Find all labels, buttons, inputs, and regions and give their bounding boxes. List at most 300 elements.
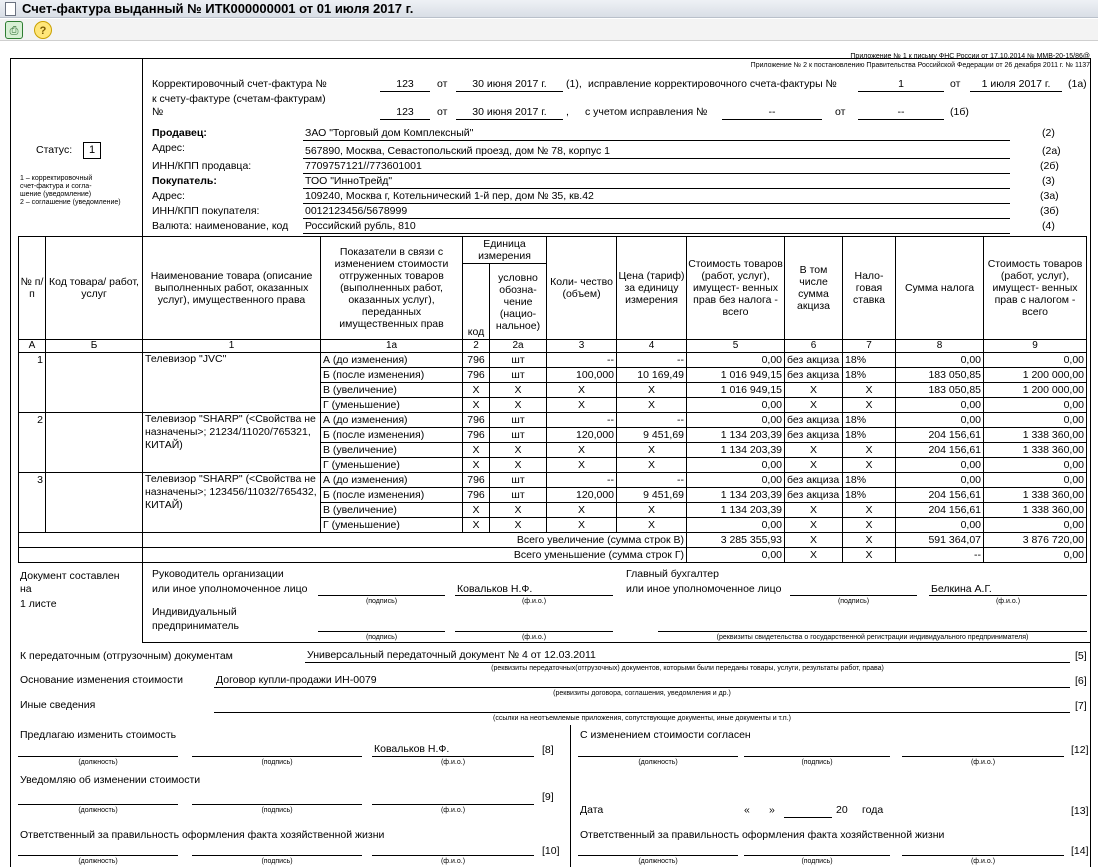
cell-unit-code: 796 xyxy=(463,473,490,488)
head-sign-line[interactable] xyxy=(318,595,445,596)
total-excise: X xyxy=(785,548,843,563)
total-label: Всего увеличение (сумма строк В) xyxy=(143,533,687,548)
date-quote-close: » xyxy=(769,804,775,816)
agree-fio-caption: (ф.и.о.) xyxy=(970,759,996,766)
cell-unit-code: 796 xyxy=(463,368,490,383)
item-name: Телевизор "JVC" xyxy=(143,353,321,413)
cell-cost: 1 134 203,39 xyxy=(687,443,785,458)
cell-excise: X xyxy=(785,518,843,533)
total-rate: X xyxy=(843,533,896,548)
mark-1a: (1а) xyxy=(1068,78,1087,90)
cell-tax: 204 156,61 xyxy=(896,503,984,518)
cell-unit-code: 796 xyxy=(463,488,490,503)
column-number: 4 xyxy=(617,340,687,353)
cell-total: 0,00 xyxy=(984,458,1087,473)
mark-5: [5] xyxy=(1075,650,1087,662)
cell-price: X xyxy=(617,443,687,458)
cell-unit-code: X xyxy=(463,398,490,413)
column-number: 5 xyxy=(687,340,785,353)
seller-name: ЗАО "Торговый дом Комплексный" xyxy=(305,127,474,139)
cell-price: -- xyxy=(617,353,687,368)
invoice-sheet xyxy=(0,42,1098,867)
ip-label-2: предприниматель xyxy=(152,620,239,632)
cell-indicator: Б (после изменения) xyxy=(321,428,463,443)
head-name: Ковальков Н.Ф. xyxy=(457,583,533,595)
to-invoice-no-label: № xyxy=(152,106,164,118)
item-code xyxy=(46,353,143,413)
agree-sign-line[interactable] xyxy=(744,756,890,757)
cell-excise: без акциза xyxy=(785,428,843,443)
mark-14: [14] xyxy=(1071,845,1089,857)
cell-excise: без акциза xyxy=(785,368,843,383)
footer-divider xyxy=(570,725,571,867)
ip-note: (реквизиты свидетельства о государственной регистрации индивидуального предпринимателя) xyxy=(716,634,1029,641)
cell-rate: X xyxy=(843,458,896,473)
cell-total: 1 338 360,00 xyxy=(984,428,1087,443)
status-box: 1 xyxy=(83,142,101,159)
help-icon[interactable]: ? xyxy=(34,21,52,39)
currency-value: Российский рубль, 810 xyxy=(305,220,416,232)
item-number: 1 xyxy=(19,353,46,413)
transfer-note: (реквизиты передаточных(отгрузочных) документов, которыми были переданы товары, услуги, результаты работ, права) xyxy=(491,665,884,672)
mark-3: (3) xyxy=(1042,175,1055,187)
table-row xyxy=(19,353,1087,368)
item-number: 3 xyxy=(19,473,46,533)
cell-tax: 0,00 xyxy=(896,473,984,488)
cell-qty: X xyxy=(547,503,617,518)
signature-left-border xyxy=(142,562,143,642)
cell-unit-name: X xyxy=(490,503,547,518)
cell-price: -- xyxy=(617,413,687,428)
resp-label-right: Ответственный за правильность оформления факта хозяйственной жизни xyxy=(580,829,945,841)
mark-1b: (1б) xyxy=(950,106,969,118)
mark-1: (1), xyxy=(566,78,582,90)
cell-price: X xyxy=(617,458,687,473)
currency-label: Валюта: наименование, код xyxy=(152,220,289,232)
header-price: Цена (тариф) за единицу измерения xyxy=(617,237,687,340)
header-indicator: Показатели в связи с изменением стоимости отгруженных товаров (выполненных работ, оказанных услуг), переданных имущественных прав xyxy=(321,237,463,340)
cell-rate: 18% xyxy=(843,368,896,383)
cell-qty: X xyxy=(547,458,617,473)
propose-label: Предлагаю изменить стоимость xyxy=(20,729,177,741)
buyer-inn: 0012123456/5678999 xyxy=(305,205,408,217)
cell-rate: 18% xyxy=(843,488,896,503)
seller-inn: 7709757121//773601001 xyxy=(305,160,422,172)
cell-indicator: Г (уменьшение) xyxy=(321,458,463,473)
sheet-left-border xyxy=(10,58,11,867)
cell-excise: без акциза xyxy=(785,473,843,488)
cell-total: 0,00 xyxy=(984,398,1087,413)
cell-unit-name: X xyxy=(490,398,547,413)
mark-6: [6] xyxy=(1075,675,1087,687)
head-sign-caption: (подпись) xyxy=(365,598,398,605)
other-line[interactable] xyxy=(214,712,1070,713)
ot-label-4: от xyxy=(835,106,846,118)
doc-composed-on: на xyxy=(20,583,32,595)
doc-composed-sheets: 1 листе xyxy=(20,598,57,610)
cell-price: 10 169,49 xyxy=(617,368,687,383)
cell-cost: 1 134 203,39 xyxy=(687,428,785,443)
buyer-inn-label: ИНН/КПП покупателя: xyxy=(152,205,260,217)
header-code: Код товара/ работ, услуг xyxy=(46,237,143,340)
sheet-right-border xyxy=(1090,58,1091,867)
cell-excise: без акциза xyxy=(785,353,843,368)
cell-total: 1 338 360,00 xyxy=(984,503,1087,518)
chief-sign-line[interactable] xyxy=(790,595,917,596)
total-total: 0,00 xyxy=(984,548,1087,563)
cell-unit-name: X xyxy=(490,383,547,398)
total-blank xyxy=(19,533,143,548)
cell-rate: X xyxy=(843,518,896,533)
resp2-position-caption: (должность) xyxy=(638,858,678,865)
cell-indicator: Б (после изменения) xyxy=(321,488,463,503)
cell-tax: 0,00 xyxy=(896,353,984,368)
cell-tax: 183 050,85 xyxy=(896,368,984,383)
invoice-date: 30 июня 2017 г. xyxy=(472,106,547,118)
cell-cost: 1 016 949,15 xyxy=(687,383,785,398)
appendix-line-2: Приложение № 2 к постановлению Правительства Российской Федерации от 26 декабря 2011 г. № 1137 xyxy=(750,62,1090,69)
to-invoice-label: к счету-фактуре (счетам-фактурам) xyxy=(152,93,326,105)
agree-position-caption: (должность) xyxy=(638,759,678,766)
cell-tax: 0,00 xyxy=(896,398,984,413)
invoice-table xyxy=(18,236,1087,563)
header-left-border xyxy=(142,58,143,236)
status-label: Статус: xyxy=(36,144,73,156)
date-month-line[interactable] xyxy=(784,817,832,818)
cell-excise: без акциза xyxy=(785,413,843,428)
inv-fix-date: -- xyxy=(897,106,905,118)
status-note-4: 2 – соглашение (уведомление) xyxy=(20,199,121,206)
cell-indicator: А (до изменения) xyxy=(321,353,463,368)
cell-cost: 0,00 xyxy=(687,398,785,413)
status-note-3: шение (уведомление) xyxy=(20,191,92,198)
cell-rate: X xyxy=(843,443,896,458)
corr-invoice-number: 123 xyxy=(396,78,414,90)
toolbar xyxy=(0,19,1098,41)
resp-position-caption: (должность) xyxy=(78,858,118,865)
cell-qty: 120,000 xyxy=(547,428,617,443)
cell-cost: 0,00 xyxy=(687,473,785,488)
cell-indicator: В (увеличение) xyxy=(321,503,463,518)
head-label-2: или иное уполномоченное лицо xyxy=(152,583,308,595)
cell-cost: 1 016 949,15 xyxy=(687,368,785,383)
column-number: 9 xyxy=(984,340,1087,353)
column-number: 2 xyxy=(463,340,490,353)
notify-label: Уведомляю об изменении стоимости xyxy=(20,774,201,786)
propose-fio-caption: (ф.и.о.) xyxy=(440,759,466,766)
mark-3a: (3а) xyxy=(1040,190,1059,202)
cell-qty: X xyxy=(547,518,617,533)
basis-label: Основание изменения стоимости xyxy=(20,674,184,686)
cell-indicator: Г (уменьшение) xyxy=(321,518,463,533)
cell-rate: X xyxy=(843,383,896,398)
total-decrease-row xyxy=(19,548,1087,563)
item-name: Телевизор "SHARP" (<Свойства не назначены>; 21234/11020/765321, КИТАЙ) xyxy=(143,413,321,473)
propose-position-caption: (должность) xyxy=(78,759,118,766)
cell-rate: X xyxy=(843,503,896,518)
total-total: 3 876 720,00 xyxy=(984,533,1087,548)
resp-label-left: Ответственный за правильность оформления факта хозяйственной жизни xyxy=(20,829,385,841)
other-note: (ссылки на неотъемлемые приложения, сопутствующие документы, иные документы и т.п.) xyxy=(492,715,791,722)
total-excise: X xyxy=(785,533,843,548)
cell-indicator: А (до изменения) xyxy=(321,473,463,488)
cell-tax: 183 050,85 xyxy=(896,383,984,398)
cell-excise: X xyxy=(785,458,843,473)
cell-tax: 204 156,61 xyxy=(896,443,984,458)
cell-total: 1 200 000,00 xyxy=(984,368,1087,383)
agree-sign-caption: (подпись) xyxy=(801,759,833,766)
cell-qty: X xyxy=(547,443,617,458)
cell-indicator: В (увеличение) xyxy=(321,443,463,458)
ot-label-3: от xyxy=(437,106,448,118)
header-qty: Коли- чество (объем) xyxy=(547,237,617,340)
notify-sign-line[interactable] xyxy=(192,804,362,805)
header-total: Стоимость товаров (работ, услуг), имущест- венных прав с налогом - всего xyxy=(984,237,1087,340)
mark-12: [12] xyxy=(1071,744,1089,756)
cell-unit-name: шт xyxy=(490,368,547,383)
cell-unit-name: X xyxy=(490,518,547,533)
cell-qty: 100,000 xyxy=(547,368,617,383)
column-numbers-row xyxy=(19,340,1087,353)
notify-sign-caption: (подпись) xyxy=(261,807,293,814)
cell-cost: 0,00 xyxy=(687,413,785,428)
total-increase-row xyxy=(19,533,1087,548)
mark-4: (4) xyxy=(1042,220,1055,232)
cell-unit-name: шт xyxy=(490,413,547,428)
resp2-fio-caption: (ф.и.о.) xyxy=(970,858,996,865)
seller-address: 567890, Москва, Севастопольский проезд, дом № 78, корпус 1 xyxy=(305,145,610,157)
header-excise: В том числе сумма акциза xyxy=(785,237,843,340)
buyer-name: ТОО "ИнноТрейд" xyxy=(305,175,393,187)
cell-rate: 18% xyxy=(843,428,896,443)
cell-cost: 1 134 203,39 xyxy=(687,503,785,518)
document-icon xyxy=(5,2,16,16)
cell-excise: X xyxy=(785,443,843,458)
total-tax: -- xyxy=(896,548,984,563)
cell-tax: 0,00 xyxy=(896,413,984,428)
propose-sign-line[interactable] xyxy=(192,756,362,757)
column-number: 1а xyxy=(321,340,463,353)
buyer-label: Покупатель: xyxy=(152,175,217,187)
propose-sign-caption: (подпись) xyxy=(261,759,293,766)
cell-indicator: Б (после изменения) xyxy=(321,368,463,383)
total-label: Всего уменьшение (сумма строк Г) xyxy=(143,548,687,563)
cell-unit-name: шт xyxy=(490,353,547,368)
chief-sign-caption: (подпись) xyxy=(837,598,870,605)
cell-rate: 18% xyxy=(843,473,896,488)
column-number: 1 xyxy=(143,340,321,353)
cell-unit-name: X xyxy=(490,458,547,473)
mark-3b: (3б) xyxy=(1040,205,1059,217)
cell-unit-name: шт xyxy=(490,428,547,443)
column-number: А xyxy=(19,340,46,353)
comma: , xyxy=(566,106,569,118)
seller-label: Продавец: xyxy=(152,127,207,139)
cell-price: 9 451,69 xyxy=(617,488,687,503)
date-label: Дата xyxy=(580,804,604,816)
transfer-value: Универсальный передаточный документ № 4 от 12.03.2011 xyxy=(307,649,596,661)
cell-total: 1 338 360,00 xyxy=(984,488,1087,503)
cell-unit-code: 796 xyxy=(463,353,490,368)
ip-sign-line[interactable] xyxy=(318,631,445,632)
ot-label-2: от xyxy=(950,78,961,90)
total-cost: 0,00 xyxy=(687,548,785,563)
mark-7: [7] xyxy=(1075,700,1087,712)
cell-excise: без акциза xyxy=(785,488,843,503)
inv-fix-label: с учетом исправления № xyxy=(585,106,708,118)
cell-price: 9 451,69 xyxy=(617,428,687,443)
appendix-line-1: Приложение № 1 к письму ФНС России от 17.10.2014 № ММВ-20-15/86@ xyxy=(850,53,1090,60)
cell-unit-code: X xyxy=(463,458,490,473)
header-name: Наименование товара (описание выполненных работ, оказанных услуг), имущественного права xyxy=(143,237,321,340)
cell-qty: -- xyxy=(547,473,617,488)
mark-8: [8] xyxy=(542,744,554,756)
corr-invoice-label: Корректировочный счет-фактура № xyxy=(152,78,327,90)
cell-indicator: Г (уменьшение) xyxy=(321,398,463,413)
cell-unit-code: X xyxy=(463,383,490,398)
signature-bottom-border xyxy=(142,642,1090,643)
cell-qty: -- xyxy=(547,413,617,428)
cell-unit-code: X xyxy=(463,518,490,533)
cell-total: 1 338 360,00 xyxy=(984,443,1087,458)
date-year-label: года xyxy=(862,804,884,816)
cell-total: 0,00 xyxy=(984,413,1087,428)
ip-label: Индивидуальный xyxy=(152,606,237,618)
cell-total: 0,00 xyxy=(984,473,1087,488)
fix-label: исправление корректировочного счета-фактуры № xyxy=(588,78,837,90)
cell-rate: 18% xyxy=(843,353,896,368)
chief-label-2: или иное уполномоченное лицо xyxy=(626,583,782,595)
invoice-number: 123 xyxy=(396,106,414,118)
cell-cost: 0,00 xyxy=(687,518,785,533)
item-name: Телевизор "SHARP" (<Свойства не назначены>; 123456/11032/765432, КИТАЙ) xyxy=(143,473,321,533)
resp-fio-caption: (ф.и.о.) xyxy=(440,858,466,865)
cell-unit-code: 796 xyxy=(463,428,490,443)
cell-total: 0,00 xyxy=(984,518,1087,533)
table-row xyxy=(19,413,1087,428)
cell-cost: 0,00 xyxy=(687,353,785,368)
cell-price: X xyxy=(617,383,687,398)
mark-13: [13] xyxy=(1071,805,1089,817)
mark-2: (2) xyxy=(1042,127,1055,139)
ot-label: от xyxy=(437,78,448,90)
mark-10: [10] xyxy=(542,845,560,857)
cell-price: X xyxy=(617,518,687,533)
cell-unit-code: 796 xyxy=(463,413,490,428)
cell-rate: 18% xyxy=(843,413,896,428)
total-cost: 3 285 355,93 xyxy=(687,533,785,548)
cell-unit-code: X xyxy=(463,443,490,458)
cell-indicator: А (до изменения) xyxy=(321,413,463,428)
status-note-1: 1 – корректировочный xyxy=(20,175,93,182)
ip-fio-caption: (ф.и.о.) xyxy=(521,634,547,641)
notify-position-caption: (должность) xyxy=(78,807,118,814)
head-fio-caption: (ф.и.о.) xyxy=(521,598,547,605)
header-unit-code: код xyxy=(463,264,490,340)
total-blank xyxy=(19,548,143,563)
cell-unit-name: X xyxy=(490,443,547,458)
cell-excise: X xyxy=(785,398,843,413)
mark-2a: (2а) xyxy=(1042,145,1061,157)
seller-address-label: Адрес: xyxy=(152,142,185,154)
fix-number: 1 xyxy=(898,78,904,90)
resp-sign-caption: (подпись) xyxy=(261,858,293,865)
item-code xyxy=(46,473,143,533)
buyer-address: 109240, Москва г, Котельнический 1-й пер, дом № 35, кв.42 xyxy=(305,190,594,202)
window-title: Счет-фактура выданный № ИТК000000001 от 01 июля 2017 г. xyxy=(22,1,414,16)
total-tax: 591 364,07 xyxy=(896,533,984,548)
cell-price: -- xyxy=(617,473,687,488)
cell-unit-code: X xyxy=(463,503,490,518)
cell-excise: X xyxy=(785,383,843,398)
cell-qty: -- xyxy=(547,353,617,368)
resp2-sign-line[interactable] xyxy=(744,855,890,856)
cell-unit-name: шт xyxy=(490,488,547,503)
cell-price: X xyxy=(617,503,687,518)
cell-tax: 204 156,61 xyxy=(896,488,984,503)
agree-label: С изменением стоимости согласен xyxy=(580,729,751,741)
cell-qty: X xyxy=(547,383,617,398)
window-titlebar xyxy=(0,0,1098,18)
column-number: 2а xyxy=(490,340,547,353)
cell-total: 1 200 000,00 xyxy=(984,383,1087,398)
cell-indicator: В (увеличение) xyxy=(321,383,463,398)
table-row xyxy=(19,473,1087,488)
cell-rate: X xyxy=(843,398,896,413)
header-cost: Стоимость товаров (работ, услуг), имущест- венных прав без налога - всего xyxy=(687,237,785,340)
cell-price: X xyxy=(617,398,687,413)
transfer-label: К передаточным (отгрузочным) документам xyxy=(20,650,233,662)
chief-name: Белкина А.Г. xyxy=(931,583,992,595)
cell-excise: X xyxy=(785,503,843,518)
doc-composed-label: Документ составлен xyxy=(20,570,120,582)
buyer-address-label: Адрес: xyxy=(152,190,185,202)
header-rate: Нало- говая ставка xyxy=(843,237,896,340)
mark-2b: (2б) xyxy=(1040,160,1059,172)
notify-fio-caption: (ф.и.о.) xyxy=(440,807,466,814)
status-note-2: счет-фактура и согла- xyxy=(20,183,92,190)
header-unit: Единица измерения xyxy=(463,237,547,264)
fix-date: 1 июля 2017 г. xyxy=(981,78,1051,90)
mark-9: [9] xyxy=(542,791,554,803)
cell-unit-name: шт xyxy=(490,473,547,488)
date-quote-open: « xyxy=(744,804,750,816)
basis-note: (реквизиты договора, соглашения, уведомления и др.) xyxy=(553,690,731,697)
column-number: 3 xyxy=(547,340,617,353)
basis-value: Договор купли-продажи ИН-0079 xyxy=(216,674,377,686)
header-tax: Сумма налога xyxy=(896,237,984,340)
resp-sign-line[interactable] xyxy=(192,855,362,856)
column-number: 6 xyxy=(785,340,843,353)
column-number: 7 xyxy=(843,340,896,353)
item-code xyxy=(46,413,143,473)
column-number: Б xyxy=(46,340,143,353)
chief-label: Главный бухгалтер xyxy=(626,568,719,580)
item-number: 2 xyxy=(19,413,46,473)
print-icon[interactable]: ⎙ xyxy=(5,21,23,39)
cell-cost: 0,00 xyxy=(687,458,785,473)
header-unit-name: условно обозна- чение (нацио- нальное) xyxy=(490,264,547,340)
seller-inn-label: ИНН/КПП продавца: xyxy=(152,160,252,172)
inv-fix-number: -- xyxy=(768,106,776,118)
chief-fio-caption: (ф.и.о.) xyxy=(995,598,1021,605)
cell-total: 0,00 xyxy=(984,353,1087,368)
head-label: Руководитель организации xyxy=(152,568,284,580)
column-number: 8 xyxy=(896,340,984,353)
cell-tax: 0,00 xyxy=(896,458,984,473)
ip-sign-caption: (подпись) xyxy=(365,634,398,641)
header-no: № п/п xyxy=(19,237,46,340)
